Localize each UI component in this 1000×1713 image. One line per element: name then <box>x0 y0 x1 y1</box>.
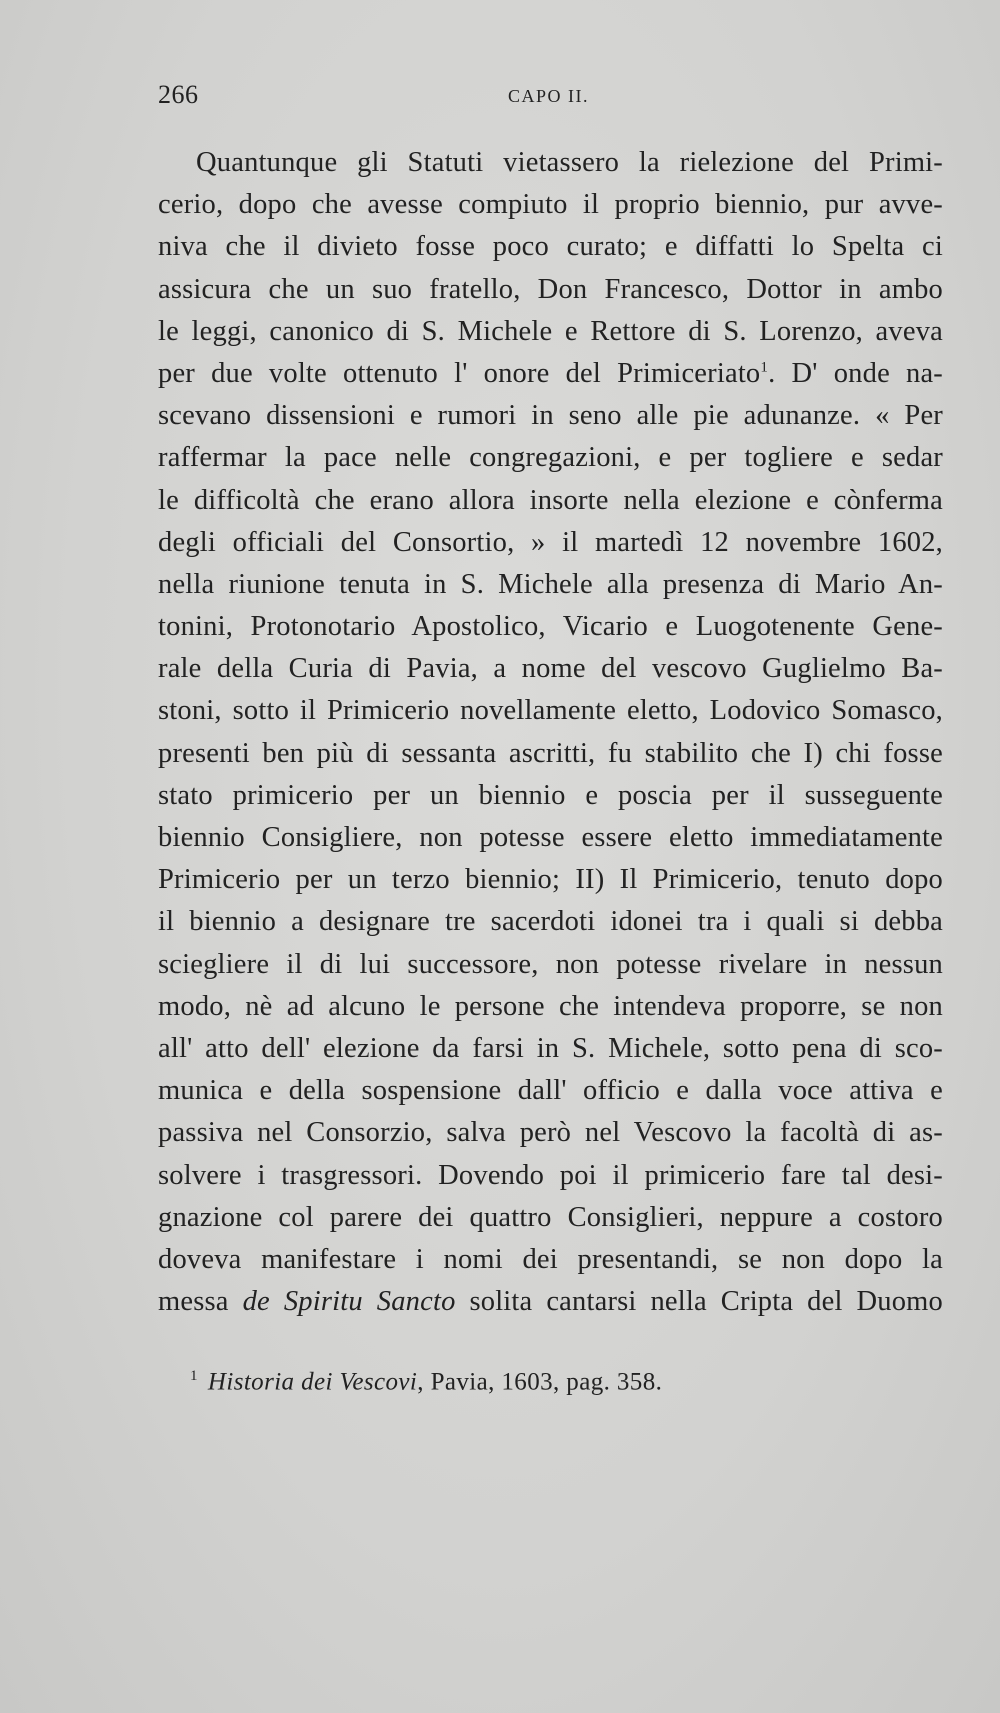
text-line: nella riunione tenuta in S. Michele alla presenza di Mario An- <box>158 568 943 600</box>
text-line: degli officiali del Consortio, » il martedì 12 novembre 1602, <box>158 526 943 558</box>
text-line <box>158 353 943 395</box>
text-line: tonini, Protonotario Apostolico, Vicario e Luogotenente Gene- <box>158 611 943 643</box>
footnote <box>190 1368 662 1396</box>
text-line <box>158 1281 943 1323</box>
text-line: doveva manifestare i nomi dei presentandi, se non dopo la <box>158 1243 943 1275</box>
text-segment: solita cantarsi nella Cripta del Duomo <box>469 1286 943 1318</box>
text-line: Primicerio per un terzo biennio; II) Il Primicerio, tenuto dopo <box>158 864 943 896</box>
text-line: biennio Consigliere, non potesse essere eletto immediatamente <box>158 822 943 853</box>
text-line: raffermar la pace nelle congregazioni, e per togliere e sedar <box>158 442 943 474</box>
text-line: il biennio a designare tre sacerdoti idonei tra i quali si debba <box>158 906 943 938</box>
text-line: rale della Curia di Pavia, a nome del vescovo Guglielmo Ba- <box>158 653 943 685</box>
body-text <box>158 142 943 1323</box>
italic-phrase: de Spiritu Sancto <box>242 1286 456 1318</box>
text-line: solvere i trasgressori. Dovendo poi il primicerio fare tal desi- <box>158 1159 943 1191</box>
text-line: passiva nel Consorzio, salva però nel Vescovo la facoltà di as- <box>158 1117 943 1149</box>
text-segment: . D' onde na- <box>768 357 943 389</box>
text-line: presenti ben più di sessanta ascritti, fu stabilito che I) chi fosse <box>158 737 943 769</box>
text-line: modo, nè ad alcuno le persone che intendeva proporre, se non <box>158 990 943 1022</box>
text-line: munica e della sospensione dall' officio e dalla voce attiva e <box>158 1075 943 1107</box>
footnote-citation: , Pavia, 1603, pag. 358. <box>417 1368 663 1396</box>
text-line: stoni, sotto il Primicerio novellamente eletto, Lodovico Somasco, <box>158 695 943 727</box>
footnote-reference: 1 <box>760 359 769 376</box>
footnote-mark: 1 <box>190 1368 198 1384</box>
text-segment: per due volte ottenuto l' onore del Primiceriato <box>158 357 761 389</box>
text-line: gnazione col parere dei quattro Consiglieri, neppure a costoro <box>158 1201 943 1233</box>
page-header <box>158 80 938 116</box>
text-line: niva che il divieto fosse poco curato; e diffatti lo Spelta ci <box>158 231 943 263</box>
text-line: stato primicerio per un biennio e poscia per il susseguente <box>158 779 943 811</box>
text-line: le difficoltà che erano allora insorte nella elezione e cònferma <box>158 484 943 516</box>
text-segment: messa <box>158 1286 229 1318</box>
page-number: 266 <box>158 80 199 109</box>
text-line: le leggi, canonico di S. Michele e Rettore di S. Lorenzo, aveva <box>158 315 943 347</box>
text-line: cerio, dopo che avesse compiuto il proprio biennio, pur avve- <box>158 189 943 221</box>
text-line: all' atto dell' elezione da farsi in S. Michele, sotto pena di sco- <box>158 1032 943 1064</box>
text-line: assicura che un suo fratello, Don Francesco, Dottor in ambo <box>158 273 943 305</box>
text-line: scevano dissensioni e rumori in seno alle pie adunanze. « Per <box>158 400 943 432</box>
text-line: Quantunque gli Statuti vietassero la rielezione del Primi- <box>196 147 943 178</box>
running-head: CAPO II. <box>508 86 590 106</box>
footnote-title: Historia dei Vescovi <box>207 1368 418 1396</box>
text-line: sciegliere il di lui successore, non potesse rivelare in nessun <box>158 948 943 980</box>
